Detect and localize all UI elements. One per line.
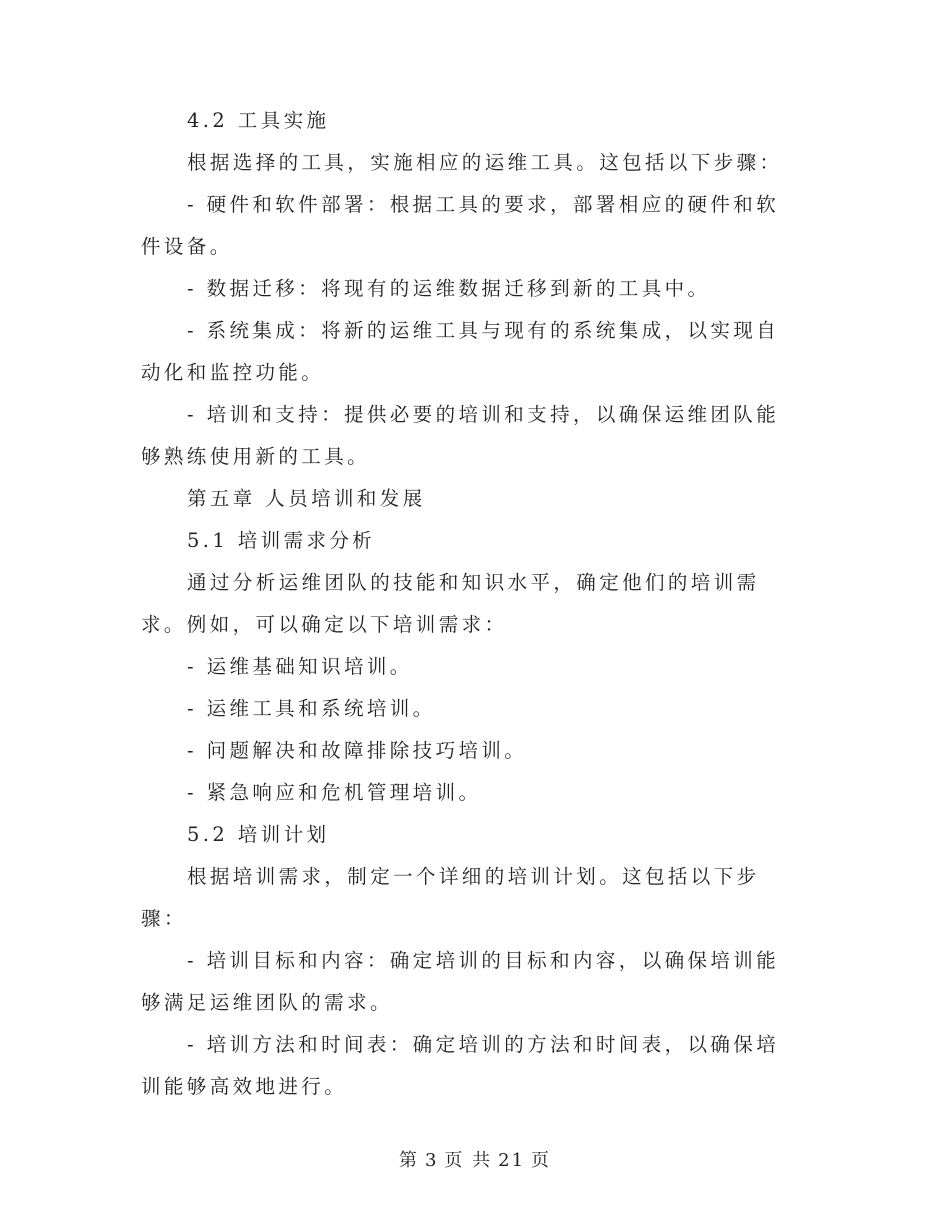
list-item: - 培训目标和内容：确定培训的目标和内容，以确保培训能够满足运维团队的需求。 — [141, 949, 780, 1014]
footer-suffix: 页 — [531, 1150, 552, 1171]
footer-prefix: 第 — [398, 1150, 419, 1171]
list-item: - 培训和支持：提供必要的培训和支持，以确保运维团队能够熟练使用新的工具。 — [141, 403, 780, 468]
document-body — [141, 100, 796, 1108]
list-item: - 培训方法和时间表：确定培训的方法和时间表，以确保培训能够高效地进行。 — [141, 1033, 780, 1098]
list-item: - 问题解决和故障排除技巧培训。 — [187, 739, 528, 762]
paragraph: 根据培训需求，制定一个详细的培训计划。这包括以下步骤： — [141, 865, 760, 930]
footer-current-page: 3 — [424, 1150, 439, 1171]
list-item: - 数据迁移：将现有的运维数据迁移到新的工具中。 — [187, 277, 711, 300]
chapter-heading-5: 第五章 人员培训和发展 — [187, 487, 426, 510]
page-footer — [0, 1146, 950, 1172]
section-heading-5-2: 5.2 培训计划 — [187, 823, 330, 846]
list-item: - 运维工具和系统培训。 — [187, 697, 436, 720]
list-item: - 紧急响应和危机管理培训。 — [187, 781, 482, 804]
section-heading-5-1: 5.1 培训需求分析 — [187, 529, 376, 552]
list-item: - 系统集成：将新的运维工具与现有的系统集成，以实现自动化和监控功能。 — [141, 319, 780, 384]
footer-total-pages: 21 — [498, 1150, 526, 1171]
footer-middle: 页 共 — [444, 1150, 493, 1171]
section-heading-4-2: 4.2 工具实施 — [187, 109, 330, 132]
paragraph: 通过分析运维团队的技能和知识水平，确定他们的培训需求。例如，可以确定以下培训需求： — [141, 571, 760, 636]
list-item: - 硬件和软件部署：根据工具的要求，部署相应的硬件和软件设备。 — [141, 193, 780, 258]
paragraph: 根据选择的工具，实施相应的运维工具。这包括以下步骤： — [187, 151, 783, 174]
list-item: - 运维基础知识培训。 — [187, 655, 413, 678]
